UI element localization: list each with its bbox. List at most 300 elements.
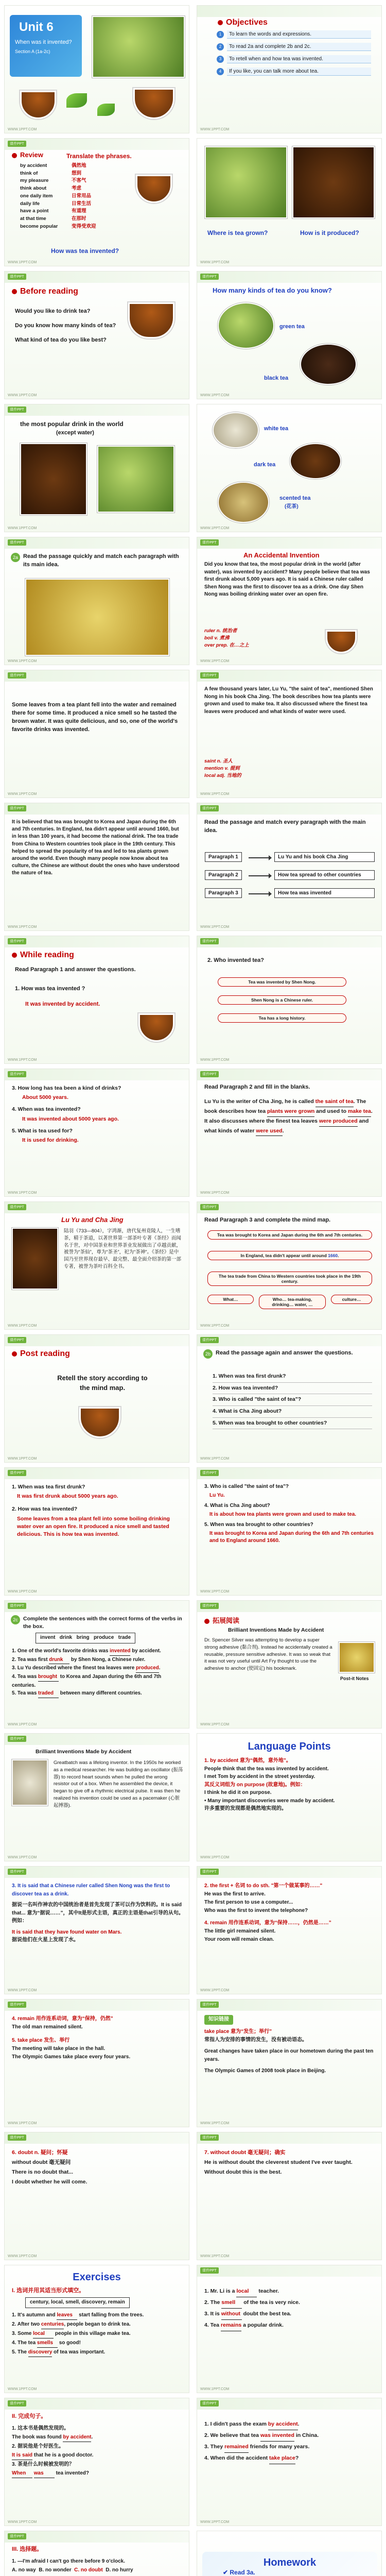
list-item: 4 If you like, you can talk more about tea. [217, 67, 371, 76]
list-item: 4. Tea was brought to Korea and Japan during the 6th and 7th centuries. [12, 1674, 162, 1688]
paragraph-box: Paragraph 2 [205, 870, 242, 880]
top-bar [197, 670, 381, 682]
sticker-label: 课件PPT [8, 1470, 26, 1476]
scented-tea-photo [218, 482, 269, 523]
top-bar [5, 139, 189, 150]
sticker-label: 课件PPT [8, 2400, 26, 2406]
sticker-label: 课件PPT [200, 672, 219, 679]
qa-list [204, 1483, 374, 1548]
main-idea-box: How tea was invented [274, 888, 375, 898]
list-item: 3. Lu Yu described where the finest tea leaves were produced. [12, 1664, 184, 1673]
table-row: by accident 偶然地 [20, 163, 86, 168]
footer-text: WWW.1PPT.COM [8, 128, 37, 131]
question-list: 1. —I'm afraid I can't go there before 9 o'clock. A. no way B. no wonder C. no doubt D. no hurry [12, 2558, 133, 2573]
slide-heading: 拓展阅读 [204, 1615, 239, 1625]
sticker-label: 课件PPT [200, 1071, 219, 1077]
top-bar [5, 272, 189, 283]
slide-without-doubt [197, 2132, 382, 2260]
list-item: 2. Tea was first drunk by Shen Nong, a Chinese ruler. [12, 1656, 184, 1665]
tea-cup-icon [136, 175, 172, 203]
scented-tea-label: scented tea [279, 495, 311, 501]
question-list [213, 1371, 372, 1429]
dark-tea-label: dark tea [254, 462, 276, 468]
mind-map-node: What… [207, 1295, 254, 1304]
slide-before-reading [4, 271, 189, 399]
question-text: 3. How long has tea been a kind of drinks? [12, 1085, 121, 1091]
slide-2a [4, 537, 189, 665]
top-bar [5, 1468, 189, 1479]
slide-exercises [4, 2265, 189, 2393]
slide-title: How many kinds of tea do you know? [213, 286, 332, 294]
top-bar [197, 1468, 381, 1479]
slide-lu-yu [4, 1201, 189, 1330]
white-tea-label: white tea [264, 426, 289, 432]
question-list [15, 308, 116, 345]
language-notes: 1. by accident 意为“偶然，意外地”。 People think that the tea was invented by accident. I met Tom by accident in the street yesterday. 其反义词组为 on purpose (故意地)。例如： I think he did it on purpose. • Many important discoveries were made by accident. 许多重要的发现都是偶然地实现的。 [204, 1758, 335, 1811]
homework-box [202, 2552, 377, 2576]
list-item: Would you like to drink tea? [15, 308, 91, 314]
question-text: 4. When was tea invented? [12, 1106, 81, 1113]
top-bar [5, 1867, 189, 1878]
question-text: 1. When was tea first drunk? [213, 1371, 372, 1383]
instruction-text: Read Paragraph 2 and fill in the blanks. [204, 1084, 310, 1090]
sticker-label: 课件PPT [8, 274, 26, 280]
mind-map-node: The tea trade from China to Western countries took place in the 19th century. [207, 1272, 372, 1286]
slide-review [4, 138, 189, 266]
top-bar [5, 1601, 189, 1612]
number-badge: 2 [217, 43, 224, 50]
word-box: century, local, smell, discovery, remain [25, 2297, 130, 2308]
top-bar [5, 670, 189, 682]
slide-heading: While reading [12, 951, 74, 960]
question-text: 2. Who invented tea? [207, 957, 265, 963]
top-bar [5, 537, 189, 549]
match-arrow [249, 893, 269, 894]
language-notes: 2. the first + 名词 to do sth. "第一个做某事的……" He was the first to arrive. The first person to use a computer... Who was the first to invent the telephone? 4. remain 用作连系动词，意为“保持……，仍然是……” The little girl remained silent. Your room will remain clean. [204, 1883, 331, 1942]
green-tea-photo [218, 302, 274, 349]
top-bar [197, 803, 381, 815]
top-bar [197, 1999, 381, 2011]
instruction-text: Read the passage and match every paragraph with the main idea. [204, 819, 366, 834]
mind-map-node: Who… tea-making, drinking… water, … [259, 1295, 326, 1309]
instruction-text: Complete the sentences with the correct forms of the verbs in the box. [23, 1616, 182, 1630]
caption-text: the most popular drink in the world [20, 420, 124, 428]
tea-plantation-photo [205, 146, 287, 218]
sticker-label: 课件PPT [8, 141, 26, 147]
slide-answers-2 [197, 1467, 382, 1596]
top-bar [197, 2265, 381, 2277]
slide-title: Language Points [248, 1741, 331, 1752]
slide-heading: Objectives [218, 18, 268, 27]
top-bar [197, 2132, 381, 2144]
passage-title: Brilliant Inventions Made by Accident [228, 1627, 324, 1633]
tea-leaf-icon [66, 93, 87, 108]
subtitle: Translate the phrases. [66, 152, 132, 160]
scented-tea-cn: (花茶) [285, 504, 299, 510]
unit-section: Section A (1a-2c) [15, 49, 50, 55]
top-bar [5, 1999, 189, 2011]
top-bar [5, 2531, 189, 2543]
sticker-label: 课件PPT [8, 1204, 26, 1210]
number-badge: 3 [217, 56, 224, 63]
slide-extended-reading [197, 1600, 382, 1728]
passage-body: Some leaves from a tea plant fell into the water and remained there for some time. It produced a nice smell so he tasted the brown water. It was quite delicious, and so, one of the world's favorite drinks was invented. [12, 702, 178, 733]
slide-inventions [4, 1733, 189, 1861]
footer-text: WWW.1PPT.COM [200, 1723, 230, 1726]
slide-answers-1 [4, 1467, 189, 1596]
exercise-badge: 2b [203, 1349, 213, 1359]
list-item: 1. One of the world's favorite drinks was invented by accident. [12, 1647, 184, 1656]
passage-title: Brilliant Inventions Made by Accident [36, 1749, 132, 1755]
mind-map-node: In England, tea didn't appear until around 1660. [207, 1251, 372, 1260]
sticker-label: 课件PPT [8, 1337, 26, 1343]
footer-text: WWW.1PPT.COM [200, 2387, 230, 2391]
tea-cup-icon [20, 91, 56, 119]
top-bar [5, 1202, 189, 1213]
table-row: think of 想到 [20, 170, 82, 176]
footer-text: WWW.1PPT.COM [200, 1191, 230, 1195]
slide-it-is-said [4, 1866, 189, 1994]
sticker-label: 课件PPT [8, 1869, 26, 1875]
list-item: What kind of tea do you like best? [15, 336, 107, 343]
footer-text: WWW.1PPT.COM [8, 2520, 37, 2524]
footer-text: WWW.1PPT.COM [200, 1058, 230, 1062]
footer-text: WWW.1PPT.COM [200, 1590, 230, 1594]
sentence-list: 1. Mr. Li is a local teacher. 2. The smell of the tea is very nice. 3. It is without doubt the best tea. 4. Tea remains a popular drink. [204, 2286, 377, 2331]
slide-while-reading [4, 936, 189, 1064]
instruction-text: Read Paragraph 1 and answer the questions. [15, 967, 136, 973]
slide-title: Homework [263, 2557, 317, 2568]
sticker-label: 课件PPT [200, 1603, 219, 1609]
list-item: 3 To retell when and how tea was invented. [217, 55, 371, 63]
slide-complete-sentences [4, 2398, 189, 2526]
footer-text: WWW.1PPT.COM [200, 2520, 230, 2524]
qa-list [12, 1483, 182, 1544]
language-notes: 6. doubt n. 疑问；怀疑 without doubt 毫无疑问 There is no doubt that... I doubt whether he will come. [12, 2149, 87, 2185]
question-text: 3. Who is called "the saint of tea"? [204, 1484, 289, 1489]
slide-homework [197, 2531, 382, 2576]
sentence-list: 1. 这本书是偶然发现的。 The book was found by accident. 2. 据说他是个好医生。 It is said that he is a good doctor. 3. 茶是什么时候被发明的？ When was tea invented? [12, 2424, 184, 2478]
question-text: 2. How was tea invented? [213, 1383, 372, 1395]
list-item: Do you know how many kinds of tea? [15, 322, 116, 329]
tea-cup-icon [128, 302, 174, 338]
main-idea-box: Lu Yu and his book Cha Jing [274, 852, 375, 862]
list-item: ✔ Read 3a. [223, 2569, 255, 2576]
answer-box: Shen Nong is a Chinese ruler. [218, 995, 346, 1005]
sticker-label: 课件PPT [200, 2400, 219, 2406]
slide-title: Lu Yu and Cha Jing [61, 1216, 124, 1224]
inventor-photo [12, 1759, 48, 1806]
instruction-text: Read Paragraph 3 and complete the mind map. [204, 1217, 331, 1223]
instruction-text: II. 完成句子。 [12, 2413, 47, 2419]
footer-text: WWW.1PPT.COM [200, 1856, 230, 1859]
instruction-text: I. 选词并用其适当形式填空。 [12, 2287, 85, 2294]
top-bar [5, 2398, 189, 2410]
sticker-label: 课件PPT [8, 2533, 26, 2539]
passage-body: A few thousand years later, Lu Yu, "the saint of tea", mentioned Shen Nong in his book Cha Jing. The book describes how tea plants were grown and used to make tea. It also discussed where the finest tea leaves were produced and what kinds of water were used. [204, 686, 373, 715]
match-arrow [249, 857, 269, 858]
top-bar [197, 537, 381, 549]
slide-the-first [197, 1866, 382, 1994]
mind-map-node: Tea was brought to Korea and Japan during the 6th and 7th centuries. [207, 1230, 372, 1240]
footer-text: WWW.1PPT.COM [8, 1590, 37, 1594]
list-item: 5. Tea was traded between many different countries. [12, 1689, 184, 1698]
top-bar [197, 1601, 381, 1612]
slide-2c [4, 1600, 189, 1728]
footer-text: WWW.1PPT.COM [200, 2122, 230, 2125]
photo-caption: Post-it Notes [340, 1676, 369, 1681]
slide-passage-1 [197, 537, 382, 665]
footer-text: WWW.1PPT.COM [200, 1457, 230, 1461]
sticker-label: 课件PPT [200, 274, 219, 280]
tea-character-photo [20, 443, 87, 515]
slide-kinds-of-tea [197, 271, 382, 399]
top-bar [5, 2132, 189, 2144]
bullet-dot-icon [218, 20, 223, 25]
sticker-label: 课件PPT [8, 539, 26, 546]
bullet-dot-icon [12, 1351, 17, 1357]
sticker-label: 课件PPT [8, 805, 26, 811]
slide-q2 [197, 936, 382, 1064]
question-text: 5. When was tea brought to other countries? [213, 1418, 372, 1430]
slide-heading: Before reading [12, 287, 78, 296]
slide-remain [4, 1999, 189, 2127]
answer-box: Tea was invented by Shen Nong. [218, 977, 346, 987]
slide-q3-5 [4, 1069, 189, 1197]
footer-text: WWW.1PPT.COM [200, 1324, 230, 1328]
slide-heading: Review [12, 151, 43, 159]
slide-multiple-choice [4, 2531, 189, 2576]
slide-match [197, 803, 382, 931]
cover-title-box [10, 15, 82, 77]
slide-post-reading [4, 1334, 189, 1463]
footer-text: WWW.1PPT.COM [200, 527, 230, 530]
tea-cup-icon [138, 1013, 174, 1042]
sticker-label: 课件PPT [8, 1071, 26, 1077]
passage-body: It is believed that tea was brought to Korea and Japan during the 6th and 7th centuries. In England, tea didn't appear until around 1660, but in less than 100 years, it had become the national drink. The tea trade from China to Western countries took place in the 19th century. This helped to spread the popularity of tea and led to tea plants grown around the world. Even though many people now know about tea culture, the Chinese are without doubt the ones who have understood the nature of tea. [12, 819, 180, 876]
slide-cover [4, 5, 189, 133]
top-bar [197, 272, 381, 283]
footer-text: WWW.1PPT.COM [8, 1723, 37, 1726]
answer-text: It is about how tea plants were grown and used to make tea. [209, 1511, 357, 1517]
tea-cup-icon [326, 630, 357, 653]
bullet-dot-icon [12, 289, 17, 294]
tea-leaves-photo [292, 146, 375, 218]
white-tea-photo [213, 412, 259, 448]
objectives-list [217, 30, 371, 80]
intro-text: 陆羽（733—804），字鸿渐，唐代复州竟陵人，一生嗜茶，精于茶道，以著世界第一部茶叶专著《茶经》而闻名于世，对中国茶业和世界茶业发展做出了卓越贡献，被誉为“茶仙”，尊为“茶圣”，祀为“茶神”。《茶经》是中国乃至世界现存最早、最完整、最全面介绍茶的第一部专著，被誉为茶叶百科全书。 [64, 1228, 182, 1269]
slide-heading: Post reading [12, 1349, 70, 1359]
paragraph-box: Paragraph 3 [205, 888, 242, 898]
question-text: 4. What is Cha Jing about? [204, 1503, 270, 1509]
table-row: one daily item 日常用品 [20, 193, 92, 199]
tea-cup-icon [133, 88, 174, 119]
instruction-text: Read the passage again and answer the questions. [216, 1350, 353, 1356]
footer-text: WWW.1PPT.COM [8, 1191, 37, 1195]
footer-text: WWW.1PPT.COM [8, 2122, 37, 2125]
slide-mind-map [197, 1201, 382, 1330]
passage-title: An Accidental Invention [243, 551, 320, 559]
sentence-list: 1. It's autumn and leaves start falling from the trees. 2. After two centuries, people began to drink tea. 3. Some local people in this village make tea. 4. The tea smells so good! 5. The discovery of tea was important. [12, 2311, 184, 2357]
table-row: my pleasure 不客气 [20, 178, 86, 184]
sticker-label: 课件PPT [8, 1603, 26, 1609]
slide-objectives [197, 5, 382, 133]
language-notes: take place 意为“发生；举行” 常指人为安排的事情的发生，没有被动语态。 Great changes have taken place in our hometown during the past ten years. The Olympic Games of 2008 took place in Beijing. [204, 2029, 374, 2074]
footer-text: WWW.1PPT.COM [8, 1457, 37, 1461]
slide-passage-4 [4, 803, 189, 931]
footer-text: WWW.1PPT.COM [8, 527, 37, 530]
tea-picture [25, 579, 169, 656]
top-bar [5, 1335, 189, 1346]
paragraph-box: Paragraph 1 [205, 852, 242, 862]
slide-complete-sentences-2 [197, 2398, 382, 2526]
footer-text: WWW.1PPT.COM [200, 1989, 230, 1992]
sentence-list [12, 1647, 184, 1698]
footer-text: WWW.1PPT.COM [200, 261, 230, 264]
bullet-dot-icon [204, 1619, 209, 1624]
slide-passage-2 [4, 670, 189, 798]
question-text: 2. How was tea invented? [12, 1506, 78, 1513]
dark-tea-photo [290, 443, 341, 479]
top-bar [197, 936, 381, 947]
top-bar [5, 1734, 189, 1745]
green-tea-label: green tea [279, 324, 305, 330]
slide-exercises-2 [197, 2265, 382, 2393]
sticker-label: 课件PPT [8, 938, 26, 944]
word-box: invent drink bring produce trade [36, 1633, 135, 1643]
footer-text: WWW.1PPT.COM [8, 261, 37, 264]
footer-text: WWW.1PPT.COM [200, 394, 230, 397]
question-text: 5. What is tea used for? [12, 1127, 73, 1134]
instruction-text: III. 选择题。 [12, 2546, 43, 2552]
table-row: think about 考虑 [20, 185, 82, 192]
tea-cup-icon [79, 1407, 120, 1438]
sticker-label: 课件PPT [200, 2134, 219, 2141]
instruction-text: Retell the story according to the mind map. [57, 1374, 148, 1392]
slide-popular-drink [4, 404, 189, 532]
answer-text: It was brought to Korea and Japan during the 6th and 7th centuries and to England around 1660. [209, 1530, 374, 1544]
sticker-label: 课件PPT [8, 2002, 26, 2008]
language-notes: 7. without doubt 毫无疑问；确实 He is without doubt the cleverest student I've ever taught. Without doubt this is the best. [204, 2149, 353, 2175]
answer-text: It is used for drinking. [22, 1137, 79, 1144]
footer-text: WWW.1PPT.COM [200, 792, 230, 796]
top-bar [197, 6, 381, 17]
caption-note: (except water) [56, 430, 94, 436]
teapot-photo [97, 446, 174, 513]
footer-text: WWW.1PPT.COM [200, 925, 230, 929]
sticker-label: 课件PPT [200, 539, 219, 546]
answer-box: Tea has a long history. [218, 1013, 346, 1023]
black-tea-label: black tea [264, 375, 289, 381]
footer-text: WWW.1PPT.COM [200, 2255, 230, 2258]
tea-leaf-icon [97, 104, 115, 116]
slide-tea-photos [197, 138, 382, 266]
black-tea-photo [300, 344, 357, 385]
lu-yu-portrait [12, 1228, 58, 1290]
table-row: at that time 在那时 [20, 216, 86, 222]
vocab-notes: ruler n. 统治者 boil v. 煮沸 over prep. 在…之上 [204, 628, 249, 648]
top-bar [197, 2398, 381, 2410]
sticker-label: 课件PPT [200, 2267, 219, 2274]
passage-body: Dr. Spencer Silver was attempting to develop a super strong adhesive (黏合剂). Instead he accidentally created a reusable, pressure sensitive adhesive. It was so weak that it was not very useful until Art Fry thought to use the adhesive to anchor (使固定) his bookmark. [204, 1637, 332, 1672]
blanks-paragraph: Lu Yu is the writer of Cha Jing, he is called the saint of tea. The book describes how tea plants were grown and used to make tea. It also discusses where the finest tea leaves were produced and what kinds of water were used. [204, 1097, 377, 1136]
sentence-list: 1. I didn't pass the exam by accident. 2. We believe that tea was invented in China. 3. They remained friends for many years. 4. When did the accident take place? [204, 2419, 377, 2464]
answer-text: It was first drunk about 5000 years ago. [17, 1493, 118, 1500]
question-text: 1. How was tea invented ? [15, 986, 85, 992]
top-bar [197, 1202, 381, 1213]
vocab-notes: saint n. 圣人 mention v. 提到 local adj. 当地的 [204, 758, 241, 778]
list-item: 2 To read 2a and complete 2b and 2c. [217, 43, 371, 51]
unit-question: When was it invented? [15, 39, 72, 45]
footer-text: WWW.1PPT.COM [8, 1989, 37, 1992]
slide-title: Exercises [73, 2272, 121, 2283]
instruction-text: Read the passage quickly and match each paragraph with its main idea. [23, 553, 179, 568]
bullet-dot-icon [12, 953, 17, 958]
exercise-badge: 2c [11, 1615, 20, 1624]
answer-text: About 5000 years. [22, 1094, 68, 1101]
table-row: become popular 变得受欢迎 [20, 223, 96, 229]
answer-text: It was invented by accident. [25, 1001, 100, 1007]
qa-list [12, 1084, 182, 1148]
phrase-table [20, 162, 133, 230]
sticker-label: 课件PPT [8, 2134, 26, 2141]
footer-text: WWW.1PPT.COM [200, 128, 230, 131]
question-text: 5. When was tea brought to other countries? [204, 1522, 313, 1528]
slide-doubt [4, 2132, 189, 2260]
slide-2b [197, 1334, 382, 1463]
badge: 知识链接 [204, 2015, 233, 2025]
sticker-label: 课件PPT [200, 1337, 219, 1343]
answer-text: Lu Yu. [209, 1492, 225, 1498]
question-text: 1. When was tea first drunk? [12, 1484, 85, 1490]
answer-text: It was invented about 5000 years ago. [22, 1115, 119, 1122]
unit-title: Unit 6 [19, 20, 54, 34]
table-row: daily life 日常生活 [20, 200, 92, 207]
top-bar [197, 1867, 381, 1878]
sticker-label: 课件PPT [200, 1470, 219, 1476]
answer-text: Some leaves from a tea plant fell into some boiling drinking water over an open fire. It produced a nice smell and tasted delicious. This is how tea was invented. [17, 1515, 170, 1538]
sticker-label: 课件PPT [200, 805, 219, 811]
slide-passage-3 [197, 670, 382, 798]
sticker-label: 课件PPT [200, 1204, 219, 1210]
main-idea-box: How tea spread to other countries [274, 870, 375, 880]
footer-text: WWW.1PPT.COM [8, 1856, 37, 1859]
question-text: Where is tea grown? [207, 229, 268, 236]
question-text: How was tea invented? [51, 247, 119, 255]
footer-text: WWW.1PPT.COM [8, 394, 37, 397]
language-notes: 3. It is said that a Chinese ruler called Shen Nong was the first to discover tea as a drink. 据说一名叫作神农的中国统治者是首先发现了茶可以作为饮料的。It is said that... 意为“据说……”，其中It是形式主语，真正的主语是that引导的从句。例如： It is said that they have found water on Mars. 据说他们在火星上发现了水。 [12, 1883, 184, 1943]
slide-knowledge-link [197, 1999, 382, 2127]
question-text: How is it produced? [300, 229, 359, 236]
sticker-label: 课件PPT [200, 938, 219, 944]
footer-text: WWW.1PPT.COM [8, 792, 37, 796]
post-it-notes-photo [339, 1642, 375, 1673]
sticker-label: 课件PPT [8, 672, 26, 679]
question-text: 3. Who is called "the saint of tea"? [213, 1394, 372, 1406]
top-bar [197, 1069, 381, 1080]
number-badge: 4 [217, 68, 224, 75]
match-arrow [249, 875, 269, 876]
top-bar [5, 404, 189, 416]
mind-map-node: culture… [331, 1295, 372, 1304]
bullet-dot-icon [12, 153, 17, 158]
number-badge: 1 [217, 31, 224, 38]
sticker-label: 课件PPT [8, 1736, 26, 1742]
top-bar [5, 936, 189, 947]
footer-text: WWW.1PPT.COM [8, 2255, 37, 2258]
top-bar [197, 1335, 381, 1346]
question-text: 4. What is Cha Jing about? [213, 1406, 372, 1418]
